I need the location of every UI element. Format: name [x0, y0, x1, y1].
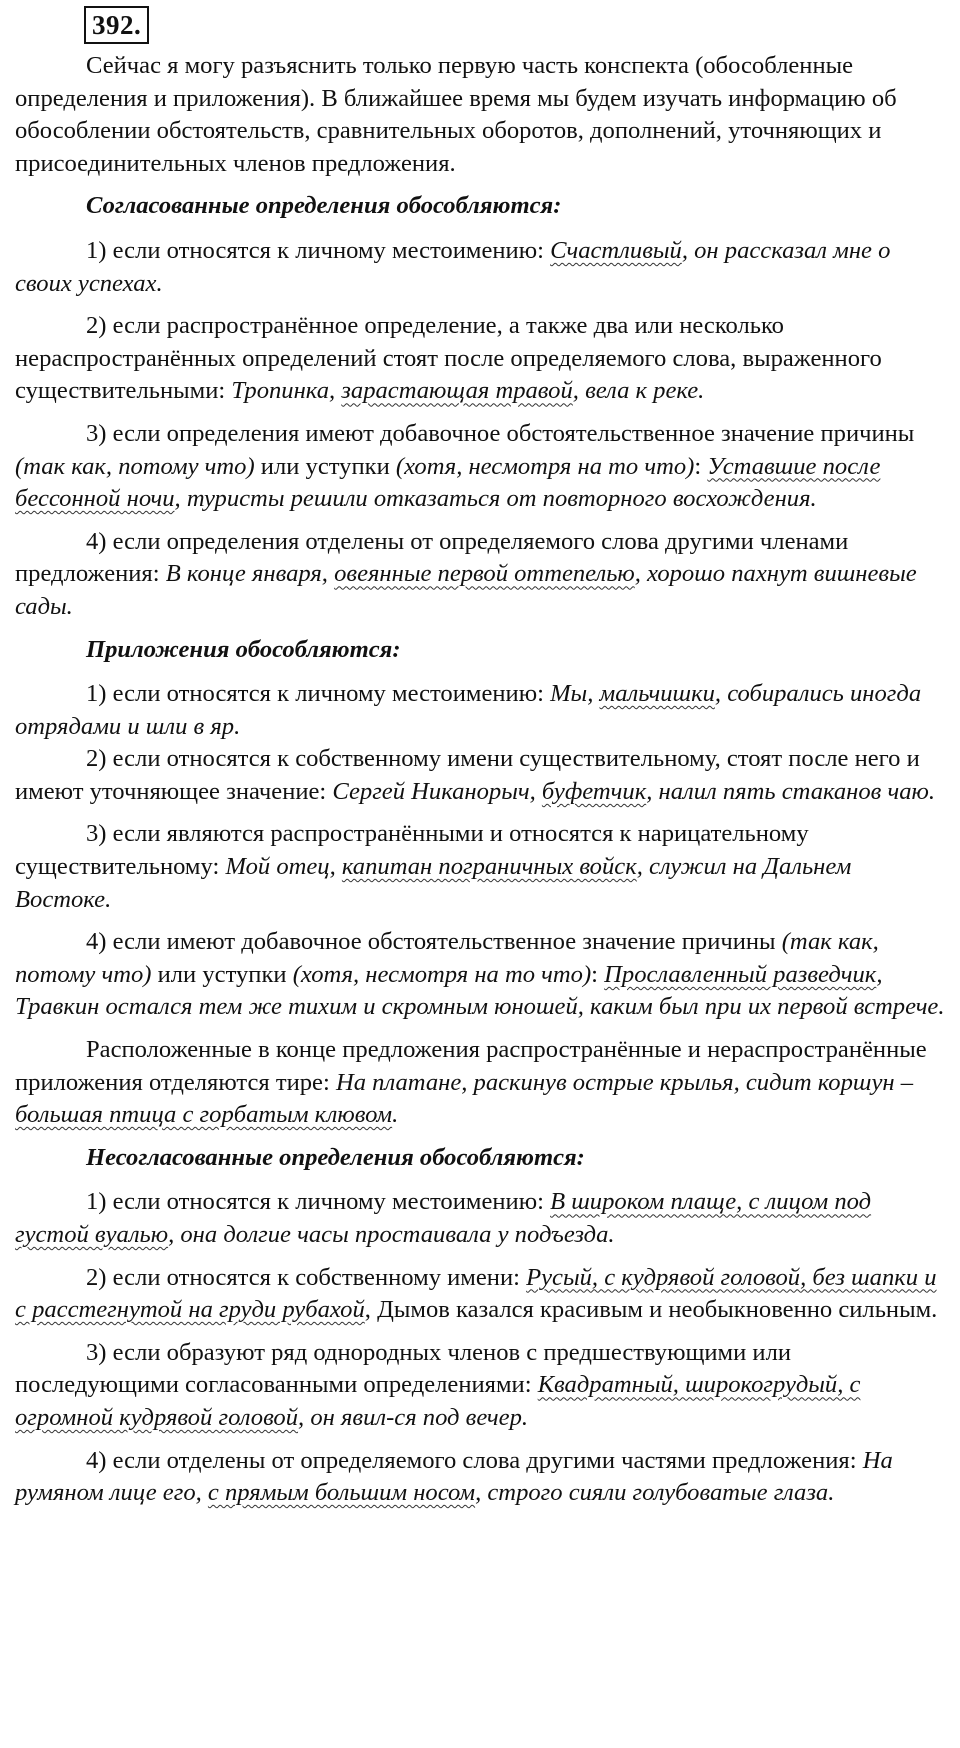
example-underlined: буфетчик: [541, 777, 647, 805]
example-underlined: с прямым большим носом: [207, 1479, 476, 1507]
exercise-number: 392.: [84, 6, 149, 44]
section-heading-appositions: Приложения обособляются:: [86, 635, 401, 663]
rule-agreed-3: 3) если определения имеют добавочное обстоятельственное значение причины (так как, потому что) или уступки (хотя, несмотря на то что): Уставшие после бессонной ночи, туристы решили отказаться от повторного восхождения.: [15, 419, 915, 513]
rule-agreed-4: 4) если определения отделены от определяемого слова другими членами предложения: В конце января, овеянные первой оттепелью, хорошо пахнут вишневые сады.: [15, 527, 917, 620]
rule-apposition-dash: Расположенные в конце предложения распространённые и нераспространённые приложения отделяются тире: На платане, раскинув острые крылья, сидит коршун – большая птица с горбатым клювом.: [15, 1036, 927, 1129]
rule-unagreed-3: 3) если образуют ряд однородных членов с предшествующими или последующими согласованными определениями: Квадратный, широкогрудый, с огромной кудрявой головой, он явил-ся под вечер.: [15, 1338, 861, 1431]
rule-unagreed-1: 1) если относятся к личному местоимению: В широком плаще, с лицом под густой вуалью, она долгие часы простаивала у подъезда.: [15, 1188, 872, 1248]
example-underlined: овеянные первой оттепелью: [334, 560, 635, 588]
rule-unagreed-2: 2) если относятся к собственному имени: Русый, с кудрявой головой, без шапки и с расстегнутой на груди рубахой, Дымов казался красивым и необыкновенно сильным.: [15, 1263, 938, 1324]
rule-apposition-2: 2) если относятся к собственному имени существительному, стоят после него и имеют уточняющее значение: Сергей Никанорыч, буфетчик, налил пять стаканов чаю.: [15, 745, 936, 805]
rule-agreed-1: 1) если относятся к личному местоимению: Счастливый, он рассказал мне о своих успехах.: [15, 236, 891, 297]
example-underlined: зарастающая травой: [341, 377, 573, 405]
rule-unagreed-4: 4) если отделены от определяемого слова другими частями предложения: На румяном лице его, с прямым большим носом, строго сияли голубоватые глаза.: [15, 1446, 893, 1507]
example-underlined: капитан пограничных войск: [341, 853, 637, 881]
rule-apposition-1: 1) если относятся к личному местоимению: Мы, мальчишки, собирались иногда отрядами и шли в яр.: [15, 680, 922, 740]
example-underlined: Квадратный, широкогрудый, с огромной кудрявой головой: [15, 1371, 861, 1431]
example-underlined: мальчишки: [599, 680, 715, 708]
example-underlined: В широком плаще, с лицом под густой вуалью: [15, 1188, 872, 1248]
example-underlined: Русый, с кудрявой головой, без шапки и с расстегнутой на груди рубахой: [15, 1263, 937, 1324]
page-content: [15, 50, 947, 1520]
intro-paragraph: Сейчас я могу разъяснить только первую часть конспекта (обособленные определения и приложения). В ближайшее время мы будем изучать информацию об обособлении обстоятельств, сравнительных оборотов, дополнений, уточняющих и присоединительных членов предложения.: [15, 52, 897, 177]
rule-apposition-3: 3) если являются распространёнными и относятся к нарицательному существительному: Мой отец, капитан пограничных войск, служил на Дальнем Востоке.: [15, 820, 852, 913]
example-underlined: Уставшие после бессонной ночи: [15, 452, 881, 513]
example-underlined: большая птица с горбатым клювом: [15, 1101, 393, 1129]
example-underlined: Счастливый: [550, 236, 682, 264]
example-underlined: Прославленный разведчик: [604, 960, 877, 988]
section-heading-agreed-attributes: Согласованные определения обособляются:: [86, 192, 562, 220]
section-heading-unagreed-attributes: Несогласованные определения обособляются:: [86, 1143, 585, 1171]
rule-apposition-4: 4) если имеют добавочное обстоятельственное значение причины (так как, потому что) или уступки (хотя, несмотря на то что): Прославленный разведчик, Травкин остался тем же тихим и скромным юношей, каким был при их первой встрече.: [15, 928, 945, 1021]
rule-agreed-2: 2) если распространённое определение, а также два или несколько нераспространённых определений стоят после определяемого слова, выраженного существительными: Тропинка, зарастающая травой, вела к реке.: [15, 312, 882, 405]
